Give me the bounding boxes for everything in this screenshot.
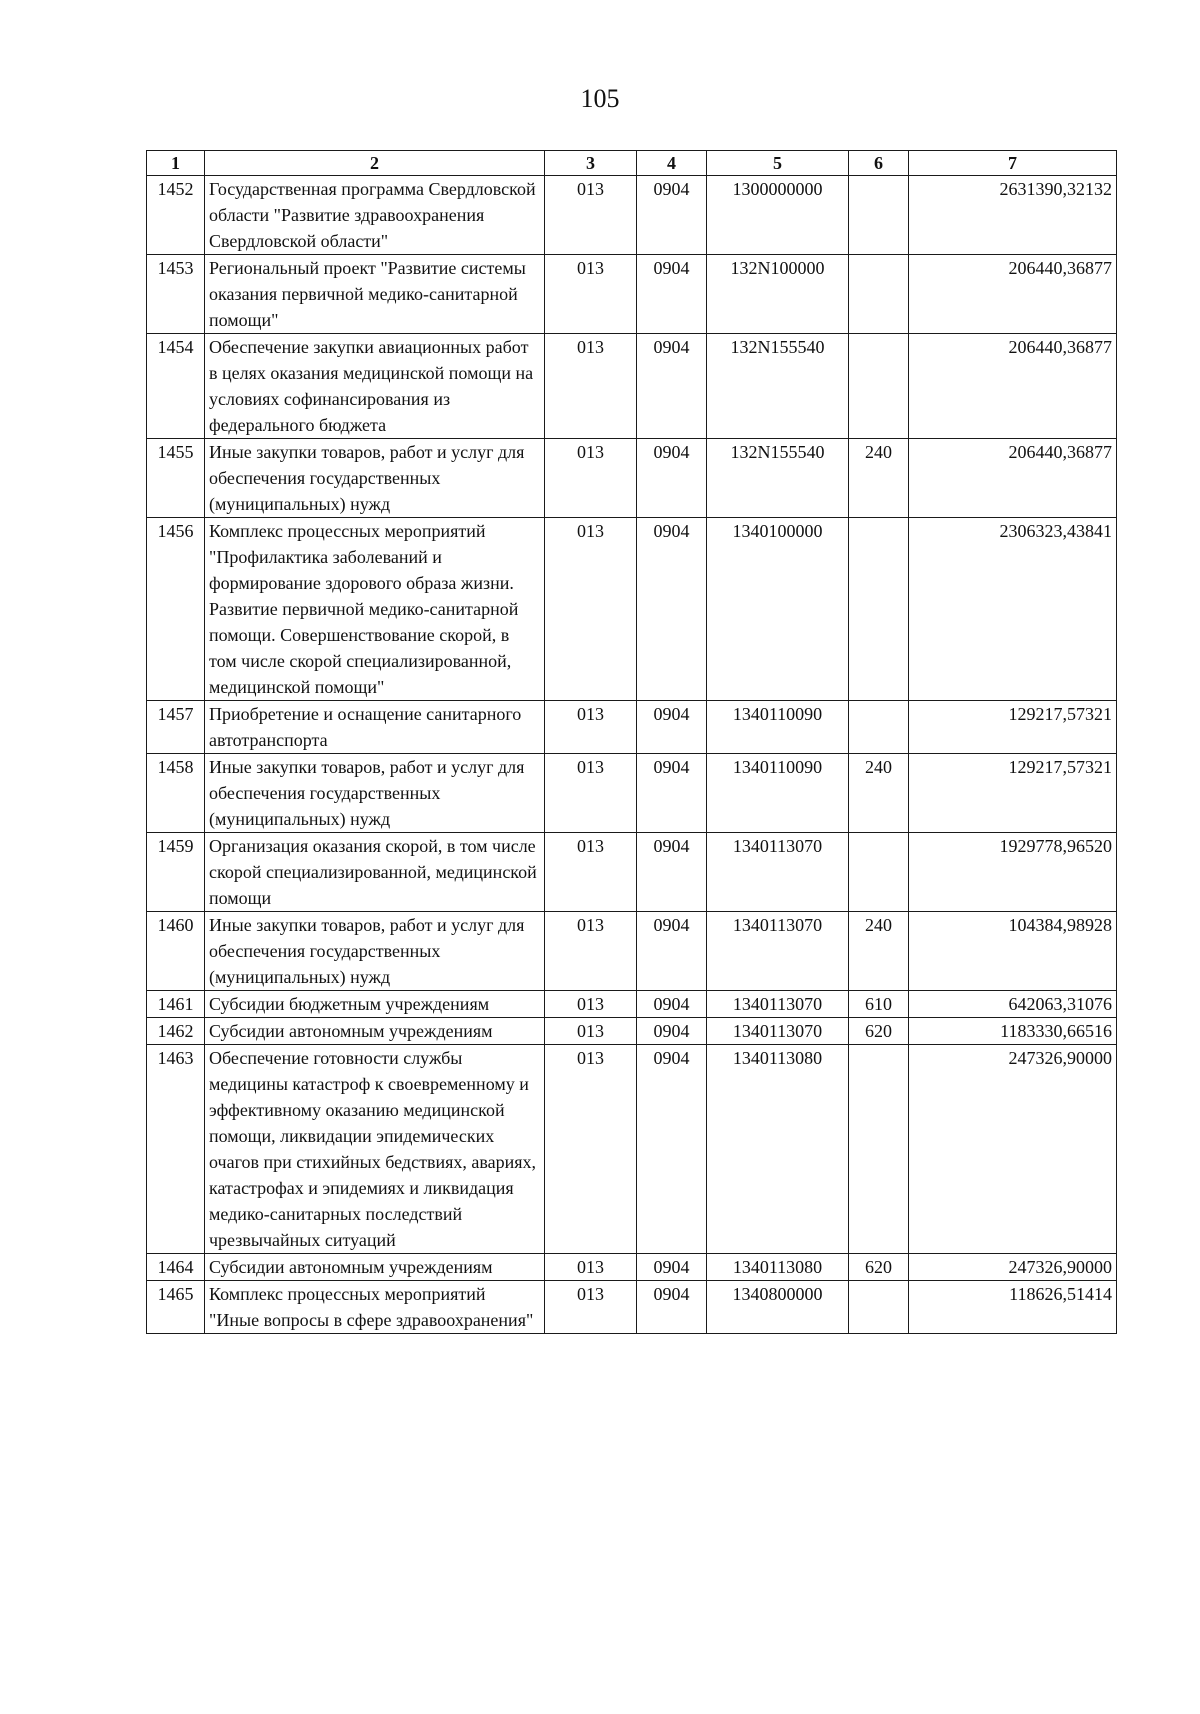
row-col5: 1340800000 bbox=[707, 1281, 849, 1334]
row-col5: 1340113080 bbox=[707, 1254, 849, 1281]
row-number: 1455 bbox=[147, 439, 205, 518]
row-name: Региональный проект "Развитие системы оказания первичной медико-санитарной помощи" bbox=[205, 255, 545, 334]
row-col5: 1340110090 bbox=[707, 754, 849, 833]
row-col3: 013 bbox=[545, 1281, 637, 1334]
table-row bbox=[147, 912, 1117, 991]
row-col6 bbox=[849, 833, 909, 912]
column-header-5: 5 bbox=[707, 151, 849, 176]
row-col3: 013 bbox=[545, 176, 637, 255]
row-number: 1460 bbox=[147, 912, 205, 991]
table-row bbox=[147, 518, 1117, 701]
row-col4: 0904 bbox=[637, 518, 707, 701]
table-row bbox=[147, 1281, 1117, 1334]
row-col3: 013 bbox=[545, 833, 637, 912]
column-header-1: 1 bbox=[147, 151, 205, 176]
row-col4: 0904 bbox=[637, 1045, 707, 1254]
row-col5: 1300000000 bbox=[707, 176, 849, 255]
table-row bbox=[147, 176, 1117, 255]
row-col5: 1340113070 bbox=[707, 991, 849, 1018]
row-col4: 0904 bbox=[637, 176, 707, 255]
row-col5: 1340113070 bbox=[707, 833, 849, 912]
row-number: 1457 bbox=[147, 701, 205, 754]
table-row bbox=[147, 1254, 1117, 1281]
row-col5: 1340100000 bbox=[707, 518, 849, 701]
row-name: Государственная программа Свердловской области "Развитие здравоохранения Свердловской области" bbox=[205, 176, 545, 255]
row-col4: 0904 bbox=[637, 1018, 707, 1045]
table-row bbox=[147, 833, 1117, 912]
row-name: Организация оказания скорой, в том числе скорой специализированной, медицинской помощи bbox=[205, 833, 545, 912]
table-row bbox=[147, 439, 1117, 518]
row-col6 bbox=[849, 1281, 909, 1334]
row-name: Обеспечение закупки авиационных работ в целях оказания медицинской помощи на условиях софинансирования из федерального бюджета bbox=[205, 334, 545, 439]
budget-table bbox=[146, 150, 1117, 1334]
row-col4: 0904 bbox=[637, 1281, 707, 1334]
row-name: Иные закупки товаров, работ и услуг для обеспечения государственных (муниципальных) нужд bbox=[205, 754, 545, 833]
row-name: Иные закупки товаров, работ и услуг для обеспечения государственных (муниципальных) нужд bbox=[205, 439, 545, 518]
row-amount: 247326,90000 bbox=[909, 1045, 1117, 1254]
row-col3: 013 bbox=[545, 255, 637, 334]
row-name: Субсидии автономным учреждениям bbox=[205, 1254, 545, 1281]
row-number: 1453 bbox=[147, 255, 205, 334]
row-name: Комплекс процессных мероприятий "Иные вопросы в сфере здравоохранения" bbox=[205, 1281, 545, 1334]
row-col6 bbox=[849, 518, 909, 701]
row-number: 1459 bbox=[147, 833, 205, 912]
row-amount: 1183330,66516 bbox=[909, 1018, 1117, 1045]
row-number: 1454 bbox=[147, 334, 205, 439]
row-col5: 1340113080 bbox=[707, 1045, 849, 1254]
row-number: 1464 bbox=[147, 1254, 205, 1281]
row-col5: 132N100000 bbox=[707, 255, 849, 334]
row-name: Приобретение и оснащение санитарного автотранспорта bbox=[205, 701, 545, 754]
row-col3: 013 bbox=[545, 1018, 637, 1045]
table-header-row bbox=[147, 151, 1117, 176]
column-header-6: 6 bbox=[849, 151, 909, 176]
row-col5: 1340113070 bbox=[707, 1018, 849, 1045]
row-col3: 013 bbox=[545, 991, 637, 1018]
row-col6: 240 bbox=[849, 754, 909, 833]
column-header-4: 4 bbox=[637, 151, 707, 176]
row-name: Обеспечение готовности службы медицины катастроф к своевременному и эффективному оказанию медицинской помощи, ликвидации эпидемических очагов при стихийных бедствиях, авариях, катастрофах и эпидемиях и ликвидация медико-санитарных последствий чрезвычайных ситуаций bbox=[205, 1045, 545, 1254]
row-number: 1465 bbox=[147, 1281, 205, 1334]
row-amount: 2306323,43841 bbox=[909, 518, 1117, 701]
row-col3: 013 bbox=[545, 912, 637, 991]
row-amount: 206440,36877 bbox=[909, 255, 1117, 334]
row-col4: 0904 bbox=[637, 334, 707, 439]
column-header-3: 3 bbox=[545, 151, 637, 176]
row-name: Субсидии бюджетным учреждениям bbox=[205, 991, 545, 1018]
table-row bbox=[147, 701, 1117, 754]
row-col4: 0904 bbox=[637, 754, 707, 833]
row-amount: 206440,36877 bbox=[909, 439, 1117, 518]
row-col4: 0904 bbox=[637, 255, 707, 334]
row-col5: 1340113070 bbox=[707, 912, 849, 991]
row-col4: 0904 bbox=[637, 701, 707, 754]
row-name: Иные закупки товаров, работ и услуг для обеспечения государственных (муниципальных) нужд bbox=[205, 912, 545, 991]
row-col6 bbox=[849, 701, 909, 754]
row-col3: 013 bbox=[545, 334, 637, 439]
row-amount: 642063,31076 bbox=[909, 991, 1117, 1018]
row-name: Комплекс процессных мероприятий "Профилактика заболеваний и формирование здорового образа жизни. Развитие первичной медико-санитарной помощи. Совершенствование скорой, в том числе скорой специализированной, медицинской помощи" bbox=[205, 518, 545, 701]
table-row bbox=[147, 991, 1117, 1018]
row-amount: 206440,36877 bbox=[909, 334, 1117, 439]
row-col3: 013 bbox=[545, 701, 637, 754]
row-col6: 610 bbox=[849, 991, 909, 1018]
row-amount: 118626,51414 bbox=[909, 1281, 1117, 1334]
column-header-2: 2 bbox=[205, 151, 545, 176]
page-number: 105 bbox=[580, 84, 620, 113]
row-col6 bbox=[849, 255, 909, 334]
row-amount: 104384,98928 bbox=[909, 912, 1117, 991]
row-col6 bbox=[849, 176, 909, 255]
row-col6: 240 bbox=[849, 912, 909, 991]
row-col4: 0904 bbox=[637, 991, 707, 1018]
row-amount: 2631390,32132 bbox=[909, 176, 1117, 255]
row-col4: 0904 bbox=[637, 439, 707, 518]
row-amount: 129217,57321 bbox=[909, 754, 1117, 833]
row-col5: 132N155540 bbox=[707, 334, 849, 439]
row-col6: 620 bbox=[849, 1018, 909, 1045]
row-col5: 1340110090 bbox=[707, 701, 849, 754]
row-name: Субсидии автономным учреждениям bbox=[205, 1018, 545, 1045]
row-number: 1461 bbox=[147, 991, 205, 1018]
row-number: 1462 bbox=[147, 1018, 205, 1045]
row-col3: 013 bbox=[545, 1254, 637, 1281]
column-header-7: 7 bbox=[909, 151, 1117, 176]
row-number: 1452 bbox=[147, 176, 205, 255]
row-amount: 247326,90000 bbox=[909, 1254, 1117, 1281]
table-row bbox=[147, 754, 1117, 833]
row-amount: 1929778,96520 bbox=[909, 833, 1117, 912]
row-col4: 0904 bbox=[637, 912, 707, 991]
table-row bbox=[147, 1018, 1117, 1045]
row-number: 1463 bbox=[147, 1045, 205, 1254]
row-col3: 013 bbox=[545, 439, 637, 518]
row-number: 1458 bbox=[147, 754, 205, 833]
row-col6: 240 bbox=[849, 439, 909, 518]
table-row bbox=[147, 255, 1117, 334]
row-col6 bbox=[849, 1045, 909, 1254]
row-col4: 0904 bbox=[637, 833, 707, 912]
table-row bbox=[147, 1045, 1117, 1254]
row-col6 bbox=[849, 334, 909, 439]
row-col4: 0904 bbox=[637, 1254, 707, 1281]
row-col3: 013 bbox=[545, 1045, 637, 1254]
row-col3: 013 bbox=[545, 754, 637, 833]
table-row bbox=[147, 334, 1117, 439]
row-col5: 132N155540 bbox=[707, 439, 849, 518]
row-number: 1456 bbox=[147, 518, 205, 701]
row-col6: 620 bbox=[849, 1254, 909, 1281]
row-amount: 129217,57321 bbox=[909, 701, 1117, 754]
row-col3: 013 bbox=[545, 518, 637, 701]
